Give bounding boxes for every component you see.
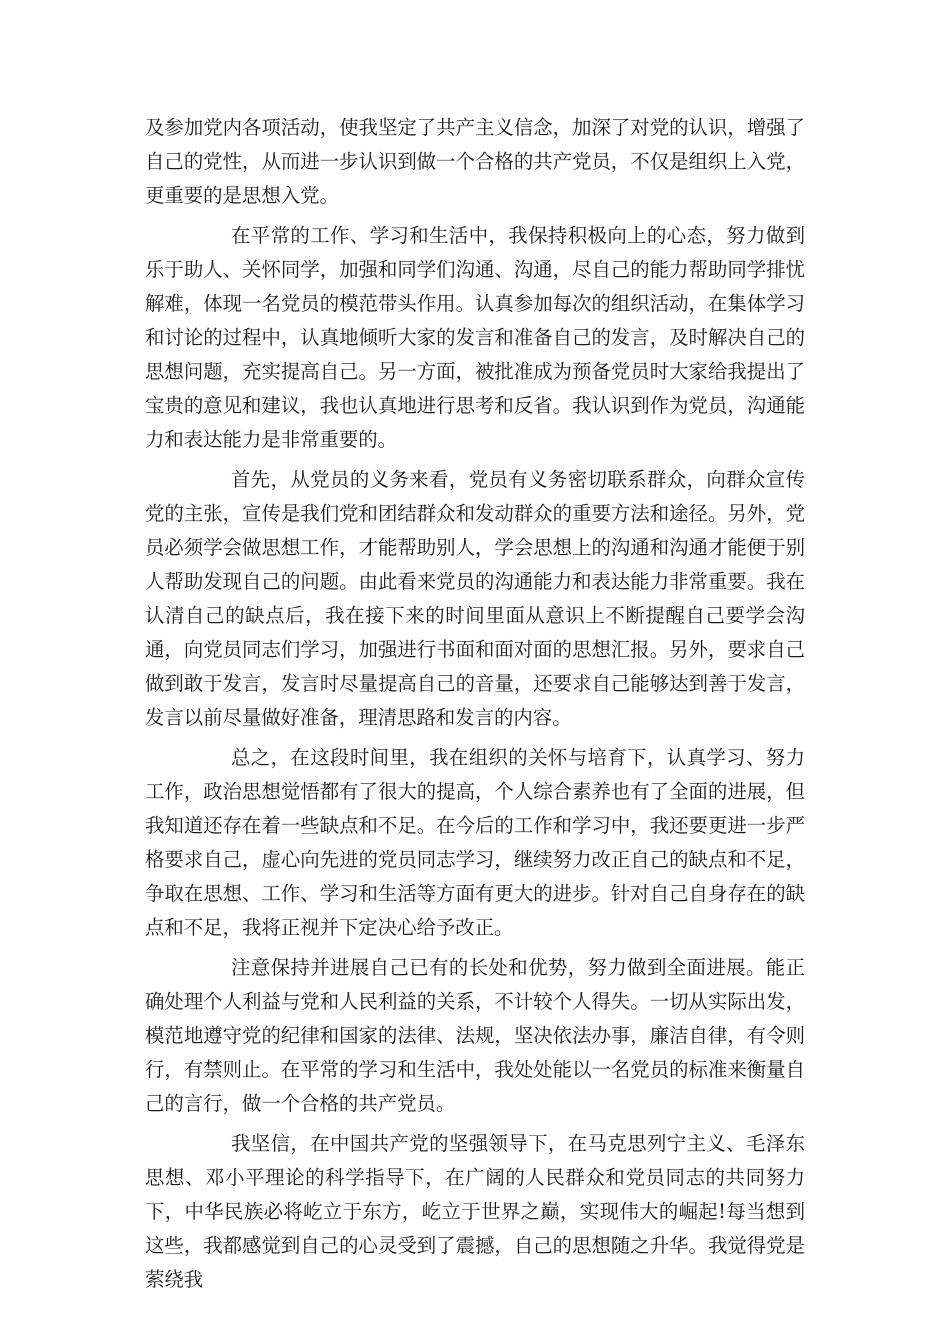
document-body	[145, 111, 805, 1303]
paragraph-2: 在平常的工作、学习和生活中，我保持积极向上的心态，努力做到乐于助人、关怀同学，加强和同学们沟通、沟通，尽自己的能力帮助同学排忧解难，体现一名党员的模范带头作用。认真参加每次的组织活动，在集体学习和讨论的过程中，认真地倾听大家的发言和准备自己的发言，及时解决自己的思想问题，充实提高自己。另一方面，被批准成为预备党员时大家给我提出了宝贵的意见和建议，我也认真地进行思考和反省。我认识到作为党员，沟通能力和表达能力是非常重要的。	[145, 224, 805, 451]
paragraph-3: 首先，从党员的义务来看，党员有义务密切联系群众，向群众宣传党的主张，宣传是我们党和团结群众和发动群众的重要方法和途径。另外，党员必须学会做思想工作，才能帮助别人，学会思想上的沟通和沟通才能便于别人帮助发现自己的问题。由此看来党员的沟通能力和表达能力非常重要。我在认清自己的缺点后，我在接下来的时间里面从意识上不断提醒自己要学会沟通，向党员同志们学习，加强进行书面和面对面的思想汇报。另外，要求自己做到敢于发言，发言时尽量提高自己的音量，还要求自己能够达到善于发言，发言以前尽量做好准备，理清思路和发言的内容。	[145, 468, 805, 729]
paragraph-5: 注意保持并进展自己已有的长处和优势，努力做到全面进展。能正确处理个人利益与党和人民利益的关系，不计较个人得失。一切从实际出发，模范地遵守党的纪律和国家的法律、法规，坚决依法办事，廉洁自律，有令则行，有禁则止。在平常的学习和生活中，我处处能以一名党员的标准来衡量自己的言行，做一个合格的共产党员。	[145, 956, 805, 1115]
paragraph-6: 我坚信，在中国共产党的坚强领导下，在马克思列宁主义、毛泽东思想、邓小平理论的科学指导下，在广阔的人民群众和党员同志的共同努力下，中华民族必将屹立于东方，屹立于世界之巅，实现伟大的崛起!每当想到这些，我都感觉到自己的心灵受到了震撼，自己的思想随之升华。我觉得党是萦绕我	[145, 1132, 805, 1291]
paragraph-1: 及参加党内各项活动，使我坚定了共产主义信念，加深了对党的认识，增强了自己的党性，从而进一步认识到做一个合格的共产党员，不仅是组织上入党，更重要的是思想入党。	[145, 116, 805, 207]
paragraph-4: 总之，在这段时间里，我在组织的关怀与培育下，认真学习、努力工作，政治思想觉悟都有了很大的提高，个人综合素养也有了全面的进展，但我知道还存在着一些缺点和不足。在今后的工作和学习中，我还要更进一步严格要求自己，虚心向先进的党员同志学习，继续努力改正自己的缺点和不足，争取在思想、工作、学习和生活等方面有更大的进步。针对自己自身存在的缺点和不足，我将正视并下定决心给予改正。	[145, 746, 805, 939]
